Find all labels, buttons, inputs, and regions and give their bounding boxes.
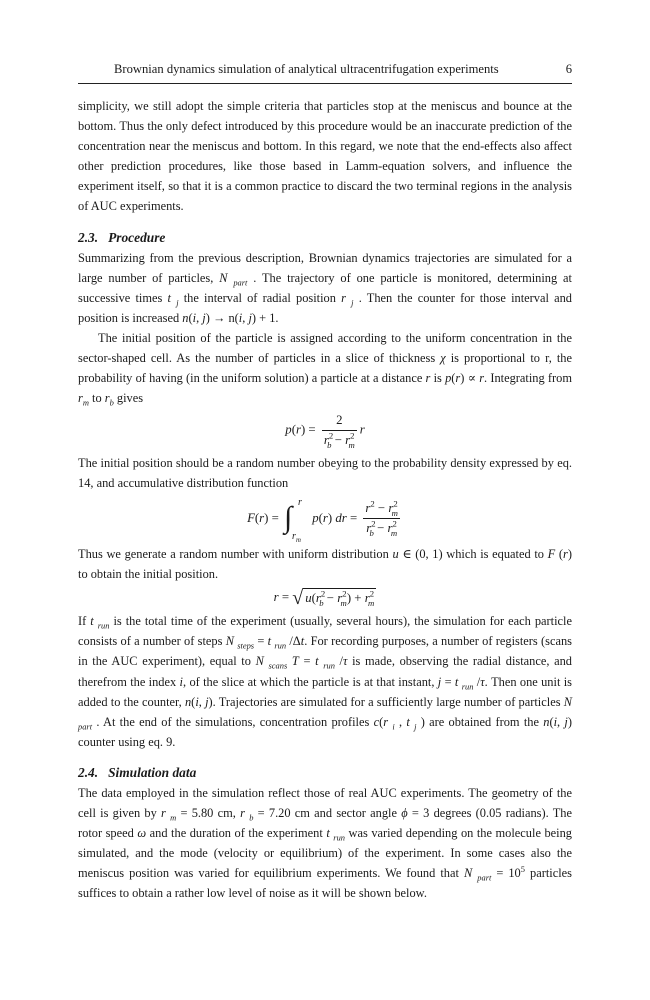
equation-initial-position: r = √ $u(r^2_b - r^2_m) + r^2_m$: [273, 587, 375, 610]
header-rule: [78, 83, 572, 84]
paragraph-procedure-1: Summarizing from the previous description, Brownian dynamics trajectories are simulated for a large number of particles, N $_{part}$ . The trajectory of one particle is monitored, determining at successive times t $_j$ the interval of radial position r $_j$ . Then the counter for those interval and position is increased n(i, j) → n(i, j) + 1.: [78, 250, 572, 325]
page-number: 6: [565, 62, 572, 76]
body-text: [78, 96, 572, 904]
section-heading-simulation-data: 2.4. Simulation data: [78, 764, 197, 780]
paragraph-procedure-2: The initial position of the particle is assigned according to the uniform concentration in the sector-shaped cell. As the number of particles in a slice of thickness χ is proportional to r, the probability of having (in the uniform solution) a particle at a distance r is p(r) ∝ r. Integrating from $r_m$ to $r_b$ gives: [78, 330, 573, 408]
paragraph-cdf-intro: The initial position should be a random number obeying to the probability density expressed by eq. 14, and accumulative distribution function: [78, 456, 572, 491]
paragraph-random-number: Thus we generate a random number with uniform distribution u ∈ (0, 1) which is equated to F (r) to obtain the initial position.: [78, 546, 572, 581]
equation-cdf: F(r) = ∫ r $r_m$ p(r) dr = $\frac{r^2 - r^2_m}{r^2_b - r^2_m}$: [247, 496, 398, 544]
running-title: Brownian dynamics simulation of analytical ultracentrifugation experiments: [114, 62, 499, 76]
paragraph-run-time: If t $_{run}$ is the total time of the experiment (usually, several hours), the simulation for each particle consists of a number of steps N $_{steps}$ = t $_{run}$ /Δt. For recording purposes, a number of registers (scans in the AUC experiment), equal to N $_{scans}$ T = t $_{run}$ /τ is made, observing the radial distance, and therefrom the index i, of the slice at which the particle is at that instant, j = t $_{run}$ /τ. Then one unit is added to the counter, n(i, j). Trajectories are simulated for a sufficiently large number of particles N $_{part}$ . At the end of the simulations, concentration profiles c(r $_i$ , t $_j$ ) are obtained from the n(i, j) counter using eq. 9.: [78, 614, 572, 749]
equation-pdf: p(r) = $\frac{2}{r^2_b - r^2_m}$ r: [285, 413, 365, 450]
section-heading-procedure: 2.3. Procedure: [78, 229, 166, 245]
intro-paragraph: simplicity, we still adopt the simple criteria that particles stop at the meniscus and bounce at the bottom. Thus the only defect introduced by this procedure would be an inaccurate prediction of the concentration near the meniscus and bottom. In this regard, we note that the end-effects also affect other prediction procedures, like those based in Lamm-equation solvers, and influence the experiment itself, so that it is a common practice to discard the two terminal regions in the analysis of AUC experiments.: [78, 99, 572, 214]
paragraph-simulation-data: The data employed in the simulation reflect those of real AUC experiments. The geometry of the cell is given by r $_m$ = 5.80 cm, r $_b$ = 7.20 cm and sector angle ϕ = 3 degrees (0.05 radians). The rotor speed ω and the duration of the experiment t $_{run}$ was varied depending on the molecule being simulated, and the mode (velocity or equilibrium) of the experiment. In some cases also the meniscus position was varied for equilibrium experiments. We found that N $_{part} = 10^5$ particles suffices to obtain a rather low level of noise as it will be shown below.: [78, 785, 572, 901]
